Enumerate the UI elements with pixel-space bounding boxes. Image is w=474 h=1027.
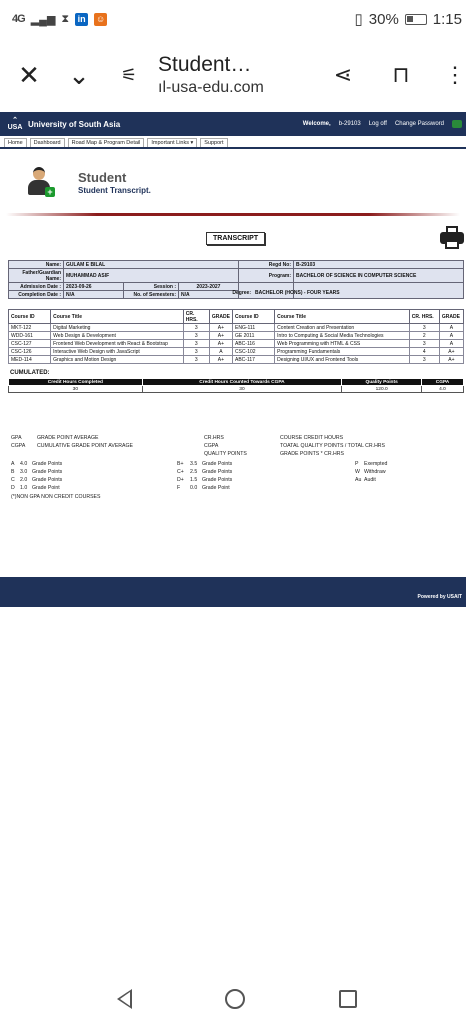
user-id: b-29103 [338,121,361,127]
table-cell: Designing UI/UX and Frontend Tools [275,356,410,364]
chevron-down-icon[interactable]: ⌄ [68,59,90,90]
course-table-header [9,310,464,324]
program-label: Program: [239,269,294,283]
table-cell: Digital Marketing [51,324,184,332]
cumulated-title: CUMULATED: [10,370,50,376]
web-page: ⌃ USA University of South Asia Welcome, b-29103 Log off Change Password Home Dashboard Road Map & Program Detail Important Links ▾ Support + Student Student Transcript. TRANSCRIPT Name: GULAM E BILAL Regd No: B-29103 Father/Guardian Name: MUHAMMAD ASIF Program: BACHELOR OF SCIENCE IN COMPUTER SCIENCE Admission Date : 2023-09-26 Session : 2023-2027 Completion Date : N/A No. of Semesters: N/A Degree: BACHELOR (HONS) - FOUR YEARS Course ID Course Title CR. HRS. GRADE Course ID Course Title CR. HRS. GRADE MKT-122 Digital Marketing 3 A+ ENG-111 Content Creation and Presentation 3 A WDD-161 Web Design & Development 3 A+ GE 2011 Intro to Computing & Social Media Technologies 2 A CSC-127 Frontend Web Development with React & Bootstrap 3 A+ ABC-116 Web Programming with HTML & CSS 3 A CSC-126 Interactive Web Design with JavaScript 3 A CSC-102 Programming Fundamentals 4 A+ MED-114 Graphics and Motion Design 3 A+ ABC-117 Designing UI/UX and Frontend Tools 3 A+ CUMULATED: Credit Hours Completed Credit Hours Counted Towards CGPA Quality Points CGPA 30 30 120.0 4.0 GPA GRADE POINT AVERAGE CGPA CUMULATIVE GRADE POINT AVERAGE CR.HRS COURSE CREDIT HOURS CGPA TOATAL QUALITY POINTS / TOTAL CR.HRS QUALITY POINTS GRADE POINTS * CR.HRS A 4.0 Grade Points B 3.0 Grade Points C 2.0 Grade Points D 1.0 Grade Point B+ 3.5 Grade Points C+ 2.5 Grade Points D+ 1.5 Grade Points F 0.0 Grade Point P Exempted W Withdraw Au Audit (*)NON GPA NON CREDIT COURSES Powered by USAIT [0,112,466,612]
change-password-link[interactable]: Change Password [394,121,444,127]
col-cr-hrs: CR. HRS. [183,310,209,324]
table-cell: ABC-116 [233,340,275,348]
father-name: MUHAMMAD ASIF [64,269,239,283]
network-indicator: 4G [12,13,25,25]
father-label: Father/Guardian Name: [9,269,64,283]
browser-toolbar [0,42,474,108]
hourglass-icon: ⧗ [61,12,70,25]
table-cell: Web Design & Development [51,332,184,340]
table-cell: GE 2011 [233,332,275,340]
cumulated-table [8,378,464,393]
degree-row [196,290,464,298]
table-cell: CSC-127 [9,340,51,348]
nav-home[interactable]: Home [4,138,27,147]
header-user-area [303,120,462,128]
table-cell: Programming Fundamentals [275,348,410,356]
col-course-title-2: Course Title [275,310,410,324]
col-grade-2: GRADE [439,310,463,324]
semesters-value: N/A [179,291,239,299]
page-footer [0,577,466,607]
table-row [9,332,464,340]
completion-date: N/A [64,291,124,299]
cum-header-cgpa: CGPA [422,379,464,386]
table-cell: Frontend Web Development with React & Bootstrap [51,340,184,348]
table-cell: A [439,340,463,348]
table-row [9,340,464,348]
name-label: Name: [9,261,64,269]
degree-label: Degree: [232,290,251,296]
table-cell: A+ [209,324,232,332]
table-cell: Web Programming with HTML & CSS [275,340,410,348]
table-cell: ENG-111 [233,324,275,332]
page-subtitle: Student Transcript. [78,185,151,195]
program-value: BACHELOR OF SCIENCE IN COMPUTER SCIENCE [294,269,464,283]
browser-page-title: Student… [158,53,252,76]
table-cell: A+ [439,348,463,356]
main-nav [0,136,466,149]
table-cell: WDD-161 [9,332,51,340]
legend-noncredit: (*)NON GPA NON CREDIT COURSES [11,494,101,500]
legend-cgpa2-abbr: CGPA [204,443,219,449]
table-cell: A+ [439,356,463,364]
table-row [9,324,464,332]
table-cell: 3 [409,356,439,364]
back-icon[interactable] [117,989,132,1009]
vibrate-icon: ▯ [354,11,363,28]
table-row [9,348,464,356]
nav-support[interactable]: Support [200,138,227,147]
table-cell: Content Creation and Presentation [275,324,410,332]
divider [6,213,460,216]
page-settings-icon[interactable]: ⚟ [120,64,138,85]
admission-date: 2023-09-26 [64,283,124,291]
nav-dashboard[interactable]: Dashboard [30,138,65,147]
bookmark-icon[interactable]: ⊓ [392,62,410,87]
table-row [9,356,464,364]
table-cell: A [209,348,232,356]
signal-icon: ▂▄▆ [30,13,56,26]
cum-header-counted: Credit Hours Counted Towards CGPA [142,379,342,386]
table-cell: 3 [183,340,209,348]
university-name: University of South Asia [28,119,121,129]
student-heading [26,161,466,203]
table-cell: A [439,324,463,332]
table-cell: Interactive Web Design with JavaScript [51,348,184,356]
table-cell: 3 [409,324,439,332]
course-table [8,309,464,364]
table-cell: 3 [409,340,439,348]
cum-cgpa: 4.0 [422,386,464,393]
more-options-icon[interactable]: ⋮ [444,62,466,87]
semesters-label: No. of Semesters: [124,291,179,299]
close-icon[interactable]: ✕ [18,59,40,90]
legend-qp-abbr: QUALITY POINTS [204,451,247,457]
battery-icon [405,14,427,25]
legend-gpa: GPA GRADE POINT AVERAGE [11,435,99,441]
table-cell: Intro to Computing & Social Media Technologies [275,332,410,340]
linkedin-icon: in [75,13,88,26]
table-cell: ABC-117 [233,356,275,364]
table-cell: CSC-126 [9,348,51,356]
welcome-text: Welcome, [302,121,331,127]
legend-crhrs-abbr: CR.HRS [204,435,224,441]
legend-cgpa2-text: TOATAL QUALITY POINTS / TOTAL CR.HRS [280,443,386,449]
table-cell: 4 [409,348,439,356]
table-cell: MKT-122 [9,324,51,332]
table-cell: 3 [183,348,209,356]
legend-cgpa: CGPA CUMULATIVE GRADE POINT AVERAGE [11,443,133,449]
table-cell: 3 [183,332,209,340]
transcript-button[interactable]: TRANSCRIPT [206,232,265,245]
nav-roadmap[interactable]: Road Map & Program Detail [68,138,145,147]
recent-apps-icon[interactable] [339,990,357,1008]
table-cell: 3 [183,356,209,364]
android-nav-bar [0,970,474,1027]
table-cell: A+ [209,356,232,364]
printer-icon[interactable] [440,226,464,250]
cum-header-quality-points: Quality Points [342,379,422,386]
battery-percent: 30% [368,10,399,28]
table-cell: A+ [209,332,232,340]
table-cell: A [439,332,463,340]
browser-title-block[interactable] [158,53,272,97]
clock: 1:15 [432,10,462,28]
transcript-row [0,226,466,252]
session-value: 2023-2027 [179,283,239,291]
table-cell: 3 [183,324,209,332]
student-avatar-icon: + [26,167,52,197]
app-notification-icon: ☺ [96,14,106,24]
nav-important-links[interactable]: Important Links ▾ [147,138,197,147]
regd-number: B-29103 [294,261,464,269]
regd-label: Regd No: [239,261,294,269]
cum-credit-hours: 30 [9,386,143,393]
student-name: GULAM E BILAL [64,261,239,269]
status-right [355,10,463,28]
cum-quality-points: 120.0 [342,386,422,393]
col-course-title: Course Title [51,310,184,324]
table-cell: 2 [409,332,439,340]
logoff-link[interactable]: Log off [368,121,387,127]
admission-label: Admission Date : [9,283,64,291]
table-cell: CSC-102 [233,348,275,356]
user-menu-icon[interactable] [452,120,462,128]
table-cell: MED-114 [9,356,51,364]
cum-counted: 30 [142,386,342,393]
legend-qp-text: GRADE POINTS * CR.HRS [280,451,344,457]
browser-url: ıl-usa-edu.com [158,79,264,96]
col-grade: GRADE [209,310,232,324]
col-course-id: Course ID [9,310,51,324]
col-course-id-2: Course ID [233,310,275,324]
home-icon[interactable] [225,989,245,1009]
university-logo[interactable]: ⌃ USA [7,117,23,131]
col-cr-hrs-2: CR. HRS. [409,310,439,324]
legend-crhrs-text: COURSE CREDIT HOURS [280,435,344,441]
page-title: Student [78,169,127,185]
degree-value: BACHELOR (HONS) - FOUR YEARS [255,290,340,296]
cum-header-credit-hours: Credit Hours Completed [9,379,143,386]
university-header [0,112,466,136]
share-icon[interactable]: ⋖ [333,62,353,87]
completion-label: Completion Date : [9,291,64,299]
status-bar [0,0,474,38]
session-label: Session : [124,283,179,291]
table-cell: Graphics and Motion Design [51,356,184,364]
status-left [12,13,107,26]
footer-powered-by: Powered by USAIT [417,594,462,600]
table-cell: A+ [209,340,232,348]
